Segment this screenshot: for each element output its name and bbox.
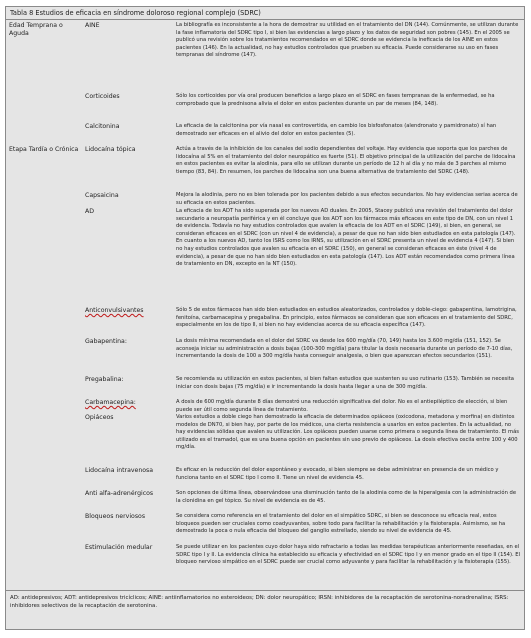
drug-description: La eficacia de los ADT ha sido superada por los nuevos AD duales. En 2005, Stacey publicó una revisión del tratamiento del dolor secundario a neuropatía periférica y en él concluye que los ADT son los fármacos más eficaces en este tipo de DN, con un nivel 1 de evidencia. Todavía no hay estudios controlados que avalen la eficacia de los ADT en el SDRC (149), si bien, en general, se consideran eficaces en el SDRC (con un nivel 4 de evidencia), a pesar de que no han sido bien estudiados en esta patología (147). En cuanto a los nuevos AD, tanto los ISRS como los IRNS, su utilización en el SDRC presenta un nivel de evidencia 4 (147). Si bien no hay estudios controlados que avalen su eficacia en el SDRC (150), en general se consideran eficaces en éste (nivel 4 de evidencia), a pesar de que no han sido bien estudiados en esta patología (147). Los ADT están recomendados como primera línea de tratamiento en DN, excepto en la NT (150).: [176, 208, 516, 268]
drug-description: Varios estudios a doble ciego han demostrado la eficacia de determinados opiáceos (oxicodona, metadona y morfina) en distintos modelos de DN70, si bien hay, por parte de los médicos, una cierta resistencia a usarlos en estos pacientes. En la actualidad, no hay evidencias sólidas que avalen su utilización. Los opiáceos pueden usarse como primera o segunda línea de tratamiento. El más utilizado es el tramadol, que es una buena opción en pacientes sin uso previo de opiáceos. La dosis efectiva oscila entre 100 y 400 mg/día.: [176, 414, 519, 451]
drug-label: Estimulación medular: [85, 544, 153, 551]
drug-label: Anti alfa-adrenérgicos: [85, 490, 154, 497]
drug-description: A dosis de 600 mg/día durante 8 días demostró una reducción significativa del dolor. No es el antiepiléptico de elección, si bien puede ser útil como segunda línea de tratamiento.: [176, 399, 508, 413]
drug-description: Sólo los corticoides por vía oral producen beneficios a largo plazo en el SDRC en fases tempranas de la enfermedad, se ha comprobado que la prednisona alivia el dolor en estos pacientes durante un par de meses (84, 148).: [176, 93, 495, 107]
table-title: Tabla 8 Estudios de eficacia en síndrome doloroso regional complejo (SDRC): [6, 7, 524, 20]
stage-label: Etapa Tardía o Crónica: [9, 146, 79, 153]
table-body: [6, 21, 524, 590]
drug-label: AINE: [85, 22, 100, 29]
drug-label: Bloqueos nerviosos: [85, 513, 146, 520]
table-footnote: AD: antidepresivos; ADT: antidepresivos tricíclicos; AINE: antiinflamatorios no esteroideos; DN: dolor neuropático; IRSN: inhibidores de la recaptación de serotonina-noradrenalina; ISRS: inhibidores selectivos de la recaptación de serotonina.: [6, 590, 524, 629]
drug-description: Se recomienda su utilización en estos pacientes, si bien faltan estudios que sustenten su uso rutinario (153). También se necesita iniciar con dosis bajas (75 mg/día) e ir incrementando la dosis hasta llegar a una de 300 mg/día.: [176, 376, 514, 390]
drug-label: Calcitonina: [85, 123, 120, 130]
drug-description: Son opciones de última línea, observándose una disminución tanto de la alodinia como de la hiperalgesia con la administración de la clonidina en gel tópico. Su nivel de evidencia es de 45.: [176, 490, 517, 504]
drug-description: Mejora la alodinia, pero no es bien tolerada por los pacientes debido a sus efectos secundarios. No hay evidencias serias acerca de su eficacia en estos pacientes.: [176, 192, 518, 206]
drug-label: Pregabalina:: [85, 376, 124, 383]
drug-label: Corticoides: [85, 93, 120, 100]
drug-description: La bibliografía es inconsistente a la hora de demostrar su utilidad en el tratamiento del DN (144). Comúnmente, se utilizan durante la fase inflamatoria del SDRC tipo I, si bien las evidencias a largo plazo y los datos de seguridad son pobres (145). En el 2005 se publicó una revisión sobre los tratamientos recomendados en el SDRC donde se evidencia la ineficacia de los AINE en estos pacientes (146). En la actualidad, no hay estudios controlados que prueben su eficacia. Puede considerarse su uso en fases tempranas del síndrome (147).: [176, 22, 519, 59]
drug-description: Actúa a través de la inhibición de los canales del sodio dependientes del voltaje. Hay evidencia que soporta que los parches de lidocaína al 5% en el tratamiento del dolor neuropático es fuerte (51). El objetivo principal de la utilización del parche de lidocaína en estos pacientes es evitar la alodinia, para ello se utilizan durante un período de 12 h al día y no más de 3 parches al mismo tiempo (83, 84). En resumen, los parches de lidocaína son una buena alternativa de tratamiento del SDRC (148).: [176, 146, 516, 175]
drug-label: AD: [85, 208, 94, 215]
drug-description: La dosis mínima recomendada en el dolor del SDRC va desde los 600 mg/día (70, 149) hasta los 3.600 mg/día (151, 152). Se aconseja iniciar su administración a dosis bajas (100-300 mg/día) para titular la dosis necesaria durante un período de 7-10 días, incrementando la dosis de 100 a 300 mg/día hasta conseguir analgesia, o bien que aparezcan efectos secundarios (151).: [176, 338, 513, 360]
drug-label: Lidocaína intravenosa: [85, 467, 154, 474]
drug-label: Gabapentina:: [85, 338, 127, 345]
drug-label: Carbamacepina:: [85, 399, 136, 406]
efficacy-table: [5, 6, 525, 630]
drug-description: Sólo 5 de estos fármacos han sido bien estudiados en estudios aleatorizados, controlados y doble-ciego: gabapentina, lamotrigina, fenitoína, carbamacepina y pregabalina. En principio, estos fármacos se consideran que son eficaces en el tratamiento del SDRC, especialmente en los de tipo II, si bien no hay evidencias acerca de su eficacia específica (147).: [176, 307, 517, 329]
drug-description: Es eficaz en la reducción del dolor espontáneo y evocado, si bien siempre se debe administrar en presencia de un médico y funciona tanto en el SDRC tipo I como II. Tiene un nivel de evidencia 45.: [176, 467, 499, 481]
drug-description: Se puede utilizar en los pacientes cuyo dolor haya sido refractario a todas las medidas terapéuticas anteriormente reseñadas, en el SDRC tipo I y II. La evidencia clínica ha establecido su eficacia y efectividad en el SDRC tipo I y en menor grado en el tipo II (154). El bloqueo nervioso simpático en el SDRC puede ser crucial como adyuvante y para facilitar la rehabilitación y la fisioterapia (155).: [176, 544, 521, 566]
drug-label: Opiáceos: [85, 414, 114, 421]
drug-label: Lidocaína tópica: [85, 146, 136, 153]
stage-label: Edad Temprana o Aguda: [9, 22, 63, 38]
drug-label: Capsaicina: [85, 192, 119, 199]
drug-description: Se considera como referencia en el tratamiento del dolor en el simpático SDRC, si bien se desconoce su eficacia real, estos bloqueos pueden ser cruciales como coadyuvantes, sobre todo para facilitar la rehabilitación y la fisioterapia. Asimismo, se ha demostrado la poca o nula eficacia del bloqueo del ganglio estrellado, siendo su nivel de evidencia de 45.: [176, 513, 506, 535]
drug-description: La eficacia de la calcitonina por vía nasal es controvertida, en cambio los bisfosfonatos (alendronato y pamidronato) sí han demostrado ser eficaces en el alivio del dolor en estos pacientes (5).: [176, 123, 497, 137]
drug-label: Anticonvulsivantes: [85, 307, 144, 314]
